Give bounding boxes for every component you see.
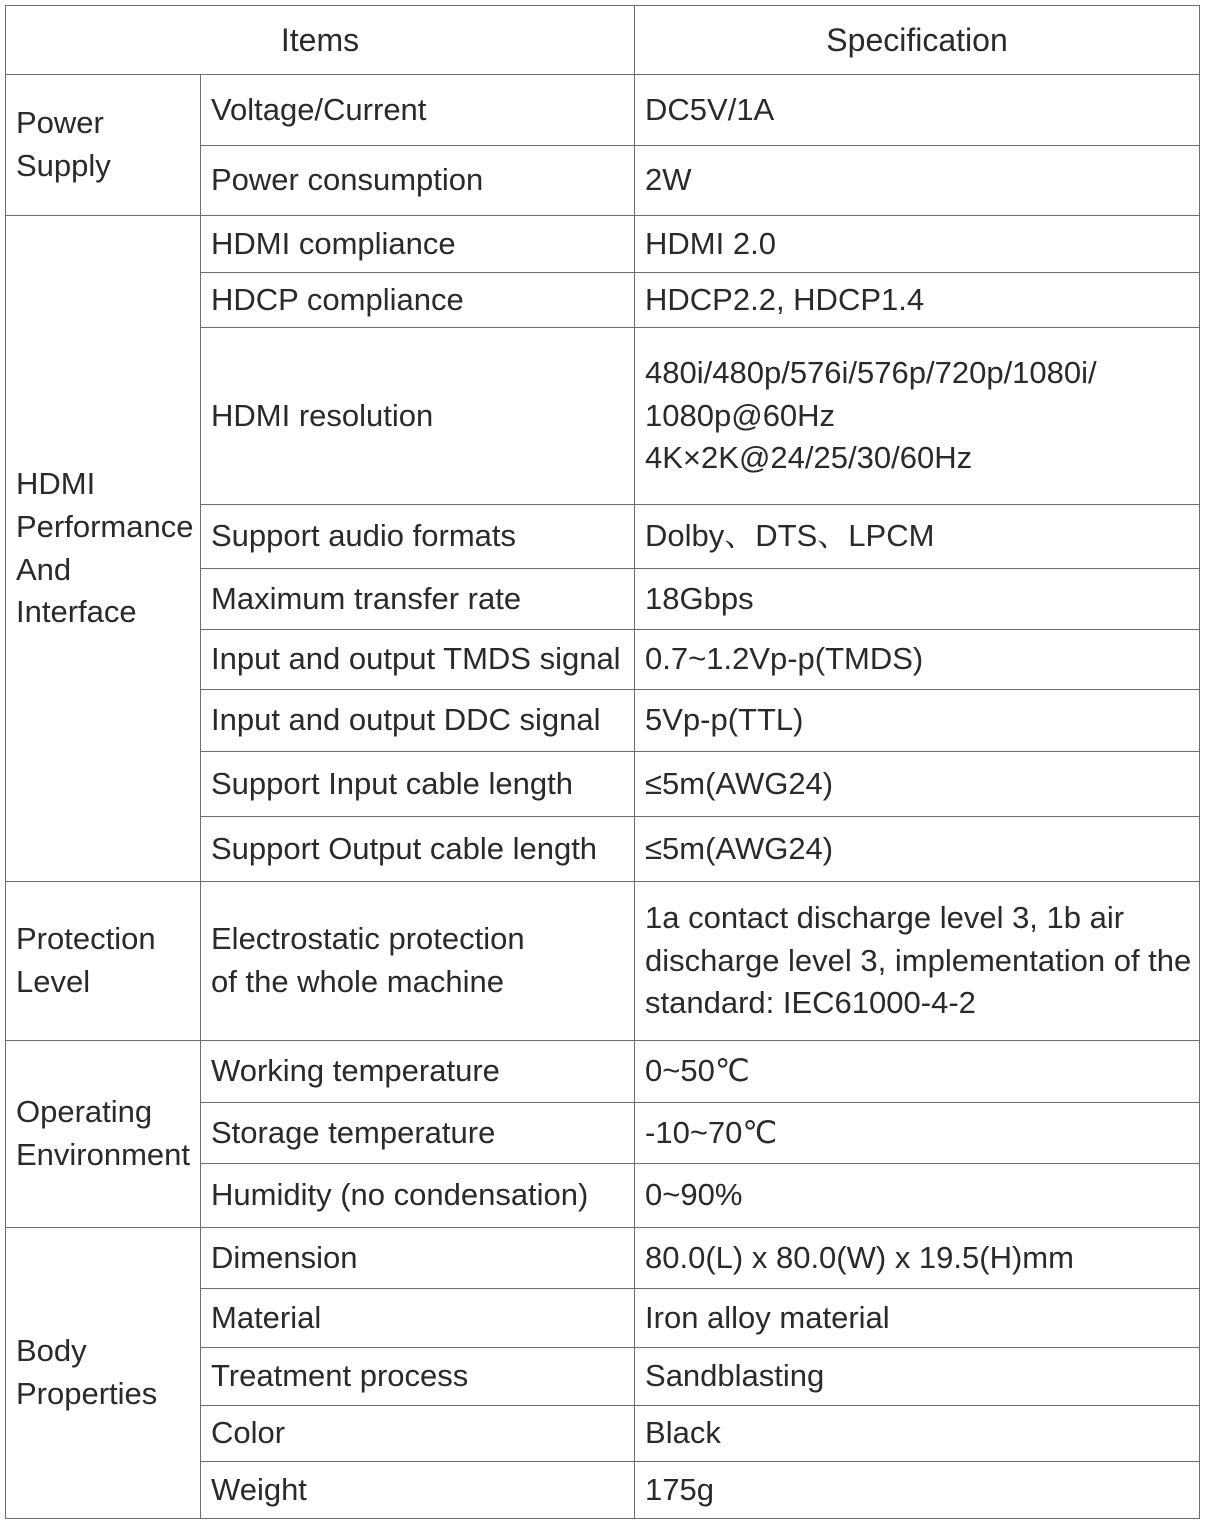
item-cell (201, 690, 635, 752)
item-label: Support Input cable length (211, 765, 573, 801)
item-cell (201, 817, 635, 882)
spec-cell (635, 505, 1200, 569)
category-label: Operating (16, 1094, 153, 1130)
category-label: And Interface (16, 551, 137, 630)
spec-value: 0.7~1.2Vp-p(TMDS) (645, 641, 924, 677)
category-cell (6, 1228, 201, 1519)
spec-cell (635, 690, 1200, 752)
spec-value: 0~90% (645, 1177, 743, 1213)
category-cell (6, 1041, 201, 1228)
item-cell (201, 328, 635, 505)
item-cell (201, 1406, 635, 1462)
spec-value: discharge level 3, implementation of the (645, 942, 1192, 978)
category-label: Body (16, 1333, 87, 1369)
item-label: Input and output DDC signal (211, 702, 601, 738)
item-cell (201, 569, 635, 630)
item-label: Input and output TMDS signal (211, 641, 621, 677)
table-row (6, 882, 1200, 1041)
category-label: Protection (16, 921, 156, 957)
category-cell (6, 882, 201, 1041)
category-cell (6, 216, 201, 882)
item-cell (201, 75, 635, 146)
item-cell (201, 1103, 635, 1164)
spec-cell (635, 216, 1200, 273)
spec-cell (635, 1164, 1200, 1228)
item-cell (201, 1041, 635, 1103)
item-cell (201, 216, 635, 273)
item-label: of the whole machine (211, 964, 504, 999)
table-row (6, 75, 1200, 146)
spec-cell (635, 273, 1200, 328)
item-cell (201, 1228, 635, 1289)
category-label: Power Supply (16, 105, 111, 183)
category-label: Properties (16, 1376, 158, 1411)
item-cell (201, 752, 635, 817)
item-cell (201, 1289, 635, 1348)
item-label: Support audio formats (211, 518, 517, 554)
item-label: Working temperature (211, 1053, 500, 1089)
item-label: Weight (211, 1471, 307, 1507)
item-cell (201, 1164, 635, 1228)
item-cell (201, 630, 635, 690)
category-label: Level (16, 964, 91, 999)
spec-value: Black (645, 1415, 721, 1451)
spec-value: DC5V/1A (645, 91, 775, 127)
item-label: Support Output cable length (211, 830, 598, 866)
spec-value: HDMI 2.0 (645, 225, 776, 261)
spec-value: 4K×2K@24/25/30/60Hz (645, 440, 973, 476)
spec-cell (635, 1289, 1200, 1348)
spec-cell (635, 146, 1200, 216)
item-cell (201, 273, 635, 328)
spec-value: 0~50℃ (645, 1053, 750, 1089)
spec-value: Dolby、DTS、LPCM (645, 518, 935, 554)
spec-cell (635, 1103, 1200, 1164)
spec-value: 80.0(L) x 80.0(W) x 19.5(H)mm (645, 1239, 1074, 1275)
spec-cell (635, 1041, 1200, 1103)
item-label: Storage temperature (211, 1114, 496, 1150)
item-label: Voltage/Current (211, 91, 427, 127)
item-cell (201, 146, 635, 216)
item-cell (201, 1462, 635, 1519)
item-label: Treatment process (211, 1358, 469, 1394)
spec-value: 5Vp-p(TTL) (645, 702, 804, 738)
spec-cell (635, 817, 1200, 882)
item-label: Power consumption (211, 162, 484, 198)
table-row (6, 1041, 1200, 1103)
header-items: Items (6, 6, 635, 75)
spec-value: 1080p@60Hz (645, 397, 836, 433)
spec-cell (635, 882, 1200, 1041)
item-cell (201, 505, 635, 569)
spec-cell (635, 1348, 1200, 1406)
spec-value: 18Gbps (645, 580, 754, 616)
spec-cell (635, 752, 1200, 817)
category-cell (6, 75, 201, 216)
category-label: Environment (16, 1137, 191, 1172)
item-cell (201, 882, 635, 1041)
spec-value: 480i/480p/576i/576p/720p/1080i/ (645, 354, 1097, 390)
item-label: HDCP compliance (211, 281, 464, 317)
spec-cell (635, 630, 1200, 690)
spec-cell (635, 1406, 1200, 1462)
spec-cell (635, 328, 1200, 505)
spec-value: 175g (645, 1471, 714, 1507)
spec-value: -10~70℃ (645, 1114, 778, 1150)
spec-cell (635, 75, 1200, 146)
item-label: Color (211, 1415, 286, 1451)
category-label: HDMI (16, 465, 96, 501)
table-row (6, 1228, 1200, 1289)
spec-value: Iron alloy material (645, 1299, 890, 1335)
spec-value: standard: IEC61000-4-2 (645, 985, 976, 1021)
header-specification: Specification (635, 6, 1200, 75)
table-row (6, 216, 1200, 273)
spec-cell (635, 1228, 1200, 1289)
spec-body (6, 75, 1200, 1519)
spec-value: HDCP2.2, HDCP1.4 (645, 281, 925, 317)
header-row (6, 6, 1200, 75)
item-label: Maximum transfer rate (211, 580, 522, 616)
category-label: Performance (16, 508, 194, 544)
spec-value: Sandblasting (645, 1358, 825, 1394)
spec-value: ≤5m(AWG24) (645, 830, 834, 866)
item-label: HDMI compliance (211, 225, 456, 261)
spec-value: 2W (645, 162, 692, 198)
spec-value: ≤5m(AWG24) (645, 765, 834, 801)
spec-cell (635, 569, 1200, 630)
item-label: HDMI resolution (211, 397, 434, 433)
spec-cell (635, 1462, 1200, 1519)
item-label: Dimension (211, 1239, 358, 1275)
item-label: Electrostatic protection (211, 921, 525, 957)
item-label: Material (211, 1299, 322, 1335)
item-cell (201, 1348, 635, 1406)
spec-value: 1a contact discharge level 3, 1b air (645, 899, 1125, 935)
item-label: Humidity (no condensation) (211, 1177, 589, 1213)
spec-table (5, 5, 1200, 1519)
